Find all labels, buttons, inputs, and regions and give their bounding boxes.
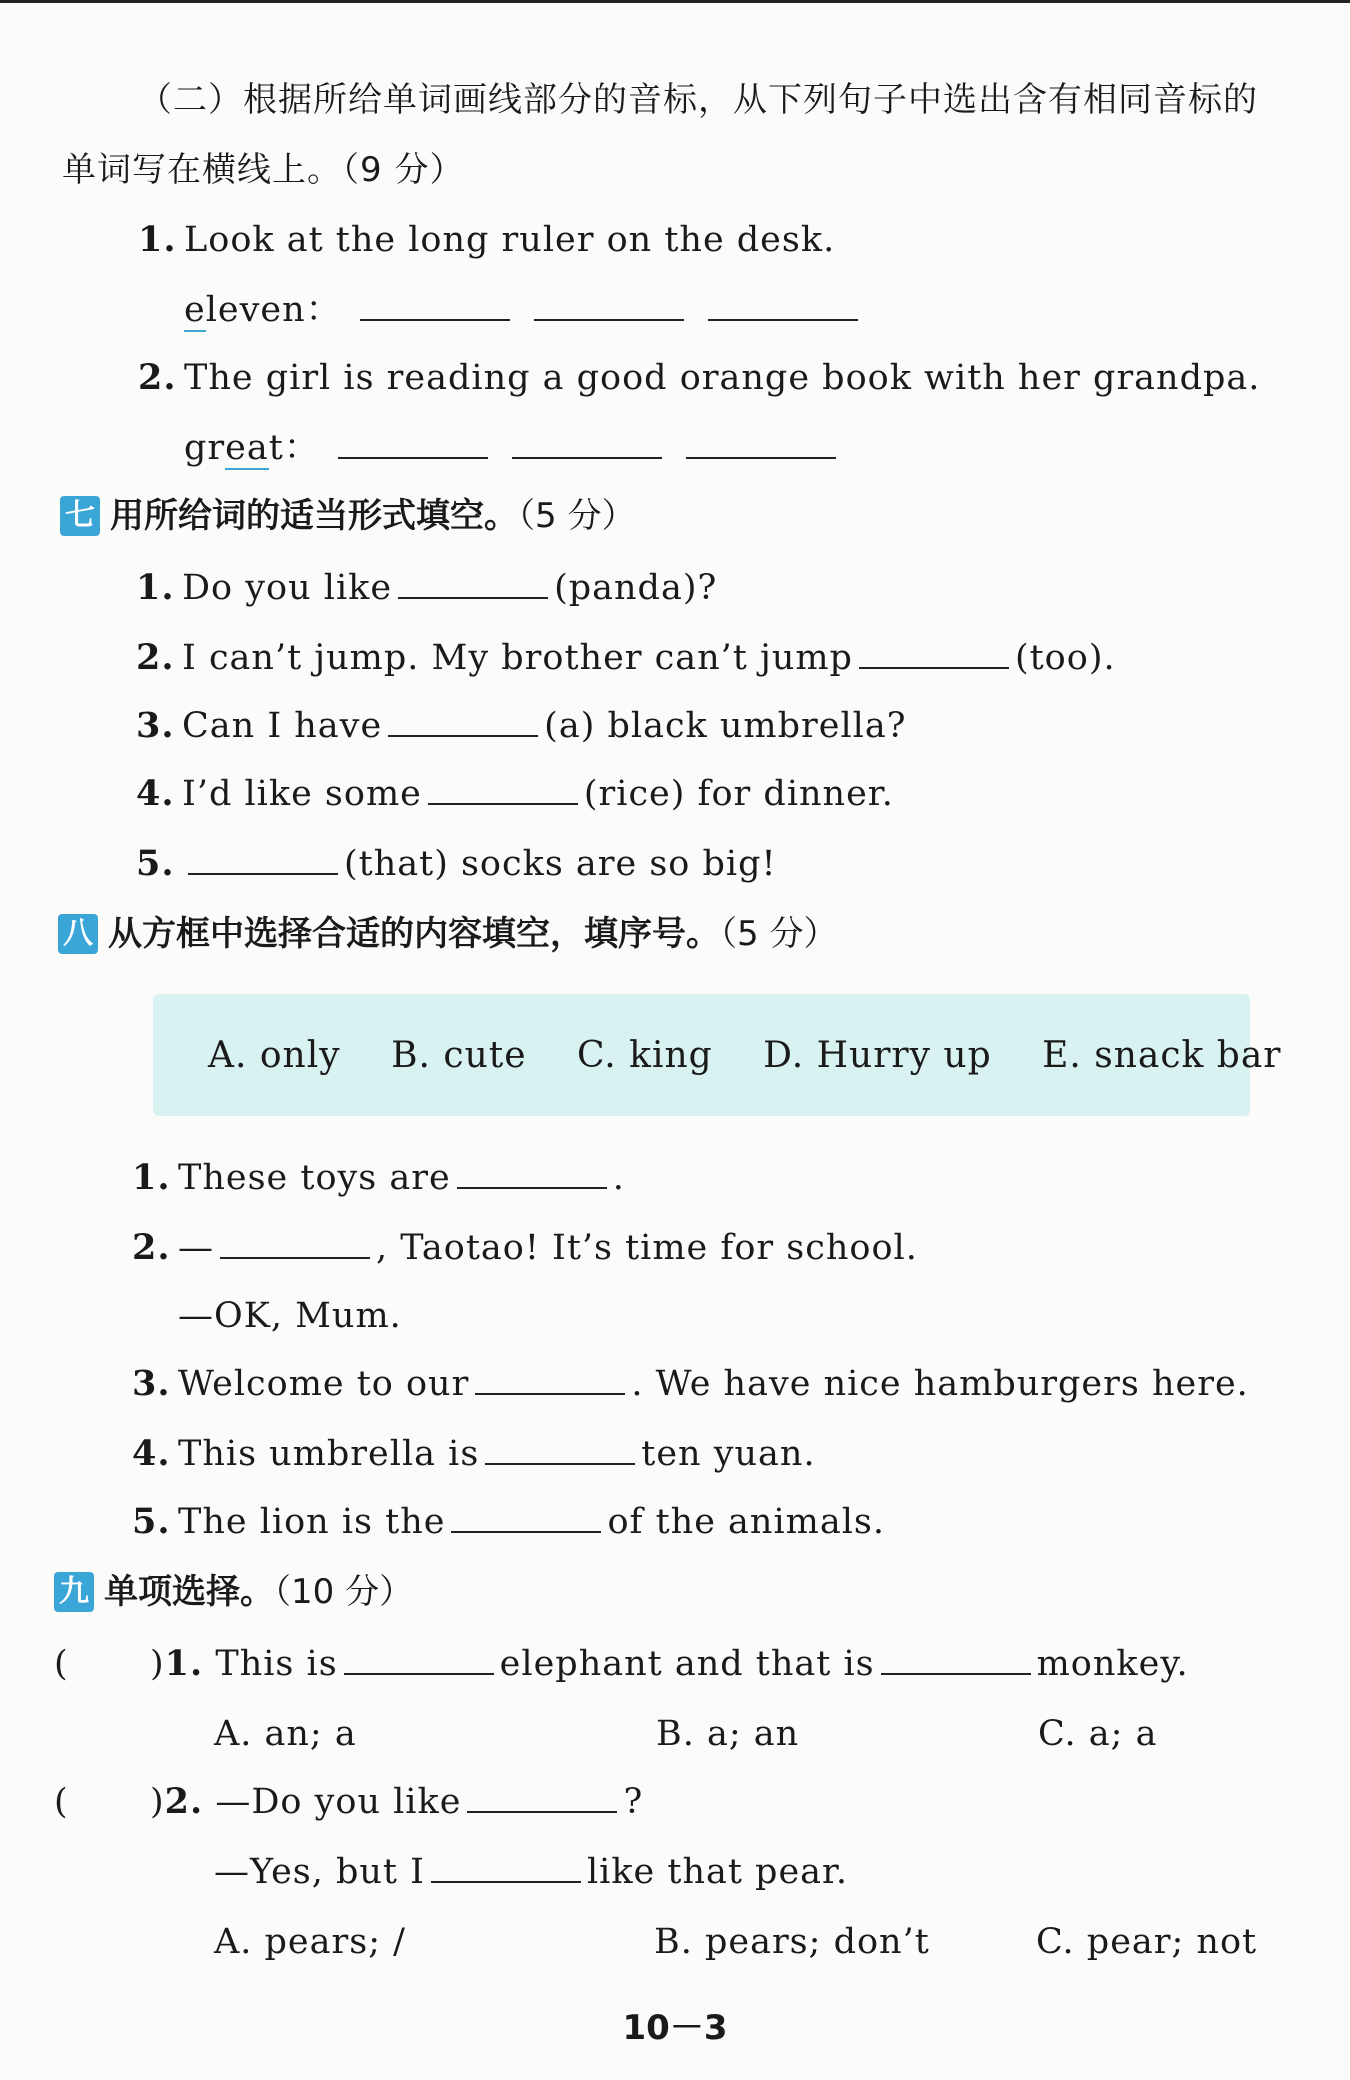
answer-blank[interactable] (881, 1643, 1031, 1675)
item-number: 2. (138, 357, 177, 398)
answer-blank[interactable] (475, 1363, 625, 1395)
section8-title: 从方框中选择合适的内容填空，填序号。 (108, 914, 720, 954)
item-number: 1. (138, 219, 177, 260)
option-b: B. cute (391, 1035, 527, 1076)
section8-badge: 八 (58, 914, 98, 954)
keyword: great (184, 428, 284, 468)
answer-blank[interactable] (457, 1157, 607, 1189)
section7-score: （5 分） (518, 496, 636, 536)
item-number: 5. (132, 1501, 171, 1542)
section8-item-5: 5. The lion is the of the animals. (132, 1501, 885, 1542)
section7-heading (60, 494, 635, 538)
section9-heading (54, 1570, 413, 1614)
section9-badge: 九 (54, 1572, 94, 1612)
section9-score: （10 分） (274, 1572, 414, 1612)
answer-blank[interactable] (485, 1433, 635, 1465)
q2-paren-open: ( (54, 1782, 68, 1822)
q1-choice-c[interactable]: C. a; a (1038, 1714, 1158, 1754)
section8-item-2: 2. — , Taotao! It’s time for school. (132, 1227, 918, 1268)
section8-item-1: 1. These toys are . (132, 1157, 625, 1198)
item-number: 2. (132, 1227, 171, 1268)
q1-choice-a[interactable]: A. an; a (214, 1714, 357, 1754)
q1-line: )1. This is elephant and that is monkey. (150, 1643, 1189, 1684)
q2-line2: —Yes, but I like that pear. (214, 1852, 849, 1892)
answer-blank[interactable] (360, 289, 510, 321)
item-number: 3. (136, 705, 175, 746)
section8-item-2-response: —OK, Mum. (178, 1296, 402, 1336)
part2-item-1 (138, 218, 835, 262)
section8-score: （5 分） (720, 914, 838, 954)
answer-blank[interactable] (188, 843, 338, 875)
item-number: 1. (136, 567, 175, 608)
section9-title: 单项选择。 (104, 1572, 274, 1612)
option-e: E. snack bar (1042, 1035, 1282, 1076)
answer-blank[interactable] (467, 1781, 617, 1813)
option-a: A. only (208, 1035, 341, 1076)
keyword-underlined-part: e (184, 290, 206, 330)
answer-blank[interactable] (428, 773, 578, 805)
answer-blank[interactable] (398, 567, 548, 599)
answer-blank[interactable] (686, 427, 836, 459)
answer-blank[interactable] (431, 1851, 581, 1883)
item-number: 3. (132, 1363, 171, 1404)
answer-blank[interactable] (859, 637, 1009, 669)
item-number: 1. (164, 1643, 204, 1684)
part2-item-2-answer-row: great： (184, 426, 842, 470)
top-border-line (0, 0, 1350, 3)
part2-item-2 (138, 356, 1260, 400)
answer-blank[interactable] (708, 289, 858, 321)
item-number: 2. (136, 637, 175, 678)
answer-blank[interactable] (220, 1227, 370, 1259)
item-sentence: The girl is reading a good orange book with her grandpa. (184, 358, 1261, 398)
keyword-underlined-part: ea (225, 428, 269, 468)
item-number: 1. (132, 1157, 171, 1198)
item-number: 5. (136, 843, 175, 884)
section7-item-3: 3. Can I have (a) black umbrella? (136, 705, 907, 746)
section7-item-4: 4. I’d like some (rice) for dinner. (136, 773, 894, 814)
section8-heading (58, 912, 837, 956)
answer-blank[interactable] (388, 705, 538, 737)
part2-instruction-line2: 单词写在横线上。（9 分） (62, 150, 465, 190)
section8-item-3: 3. Welcome to our . We have nice hamburgers here. (132, 1363, 1249, 1404)
section8-item-4: 4. This umbrella is ten yuan. (132, 1433, 816, 1474)
section7-item-2: 2. I can’t jump. My brother can’t jump (too). (136, 637, 1116, 678)
option-d: D. Hurry up (763, 1035, 992, 1076)
section7-title: 用所给词的适当形式填空。 (110, 496, 518, 536)
option-c: C. king (576, 1035, 713, 1076)
q1-paren-open: ( (54, 1644, 68, 1684)
section7-item-1: 1. Do you like (panda)? (136, 567, 718, 608)
item-number: 2. (164, 1781, 204, 1822)
section7-item-5: 5. (that) socks are so big! (136, 843, 777, 884)
answer-blank[interactable] (344, 1643, 494, 1675)
part2-item-1-answer-row: eleven： (184, 288, 864, 332)
part2-instruction-line1: （二）根据所给单词画线部分的音标，从下列句子中选出含有相同音标的 (138, 80, 1258, 120)
answer-blank[interactable] (338, 427, 488, 459)
q2-answer-slot[interactable] (106, 1780, 146, 1824)
answer-blank[interactable] (534, 289, 684, 321)
q2-choice-b[interactable]: B. pears; don’t (654, 1922, 930, 1962)
answer-blank[interactable] (512, 427, 662, 459)
keyword: eleven (184, 290, 306, 330)
q2-choice-a[interactable]: A. pears; / (214, 1922, 406, 1962)
section7-badge: 七 (60, 496, 100, 536)
item-sentence: Look at the long ruler on the desk. (184, 220, 836, 260)
page-number: 10－3 (622, 2008, 728, 2048)
q2-line1: )2. —Do you like ? (150, 1781, 644, 1822)
q2-choice-c[interactable]: C. pear; not (1036, 1922, 1258, 1962)
q1-answer-slot[interactable] (106, 1642, 146, 1686)
item-number: 4. (132, 1433, 171, 1474)
options-list (208, 1034, 1282, 1078)
answer-blank[interactable] (451, 1501, 601, 1533)
item-number: 4. (136, 773, 175, 814)
q1-choice-b[interactable]: B. a; an (656, 1714, 800, 1754)
